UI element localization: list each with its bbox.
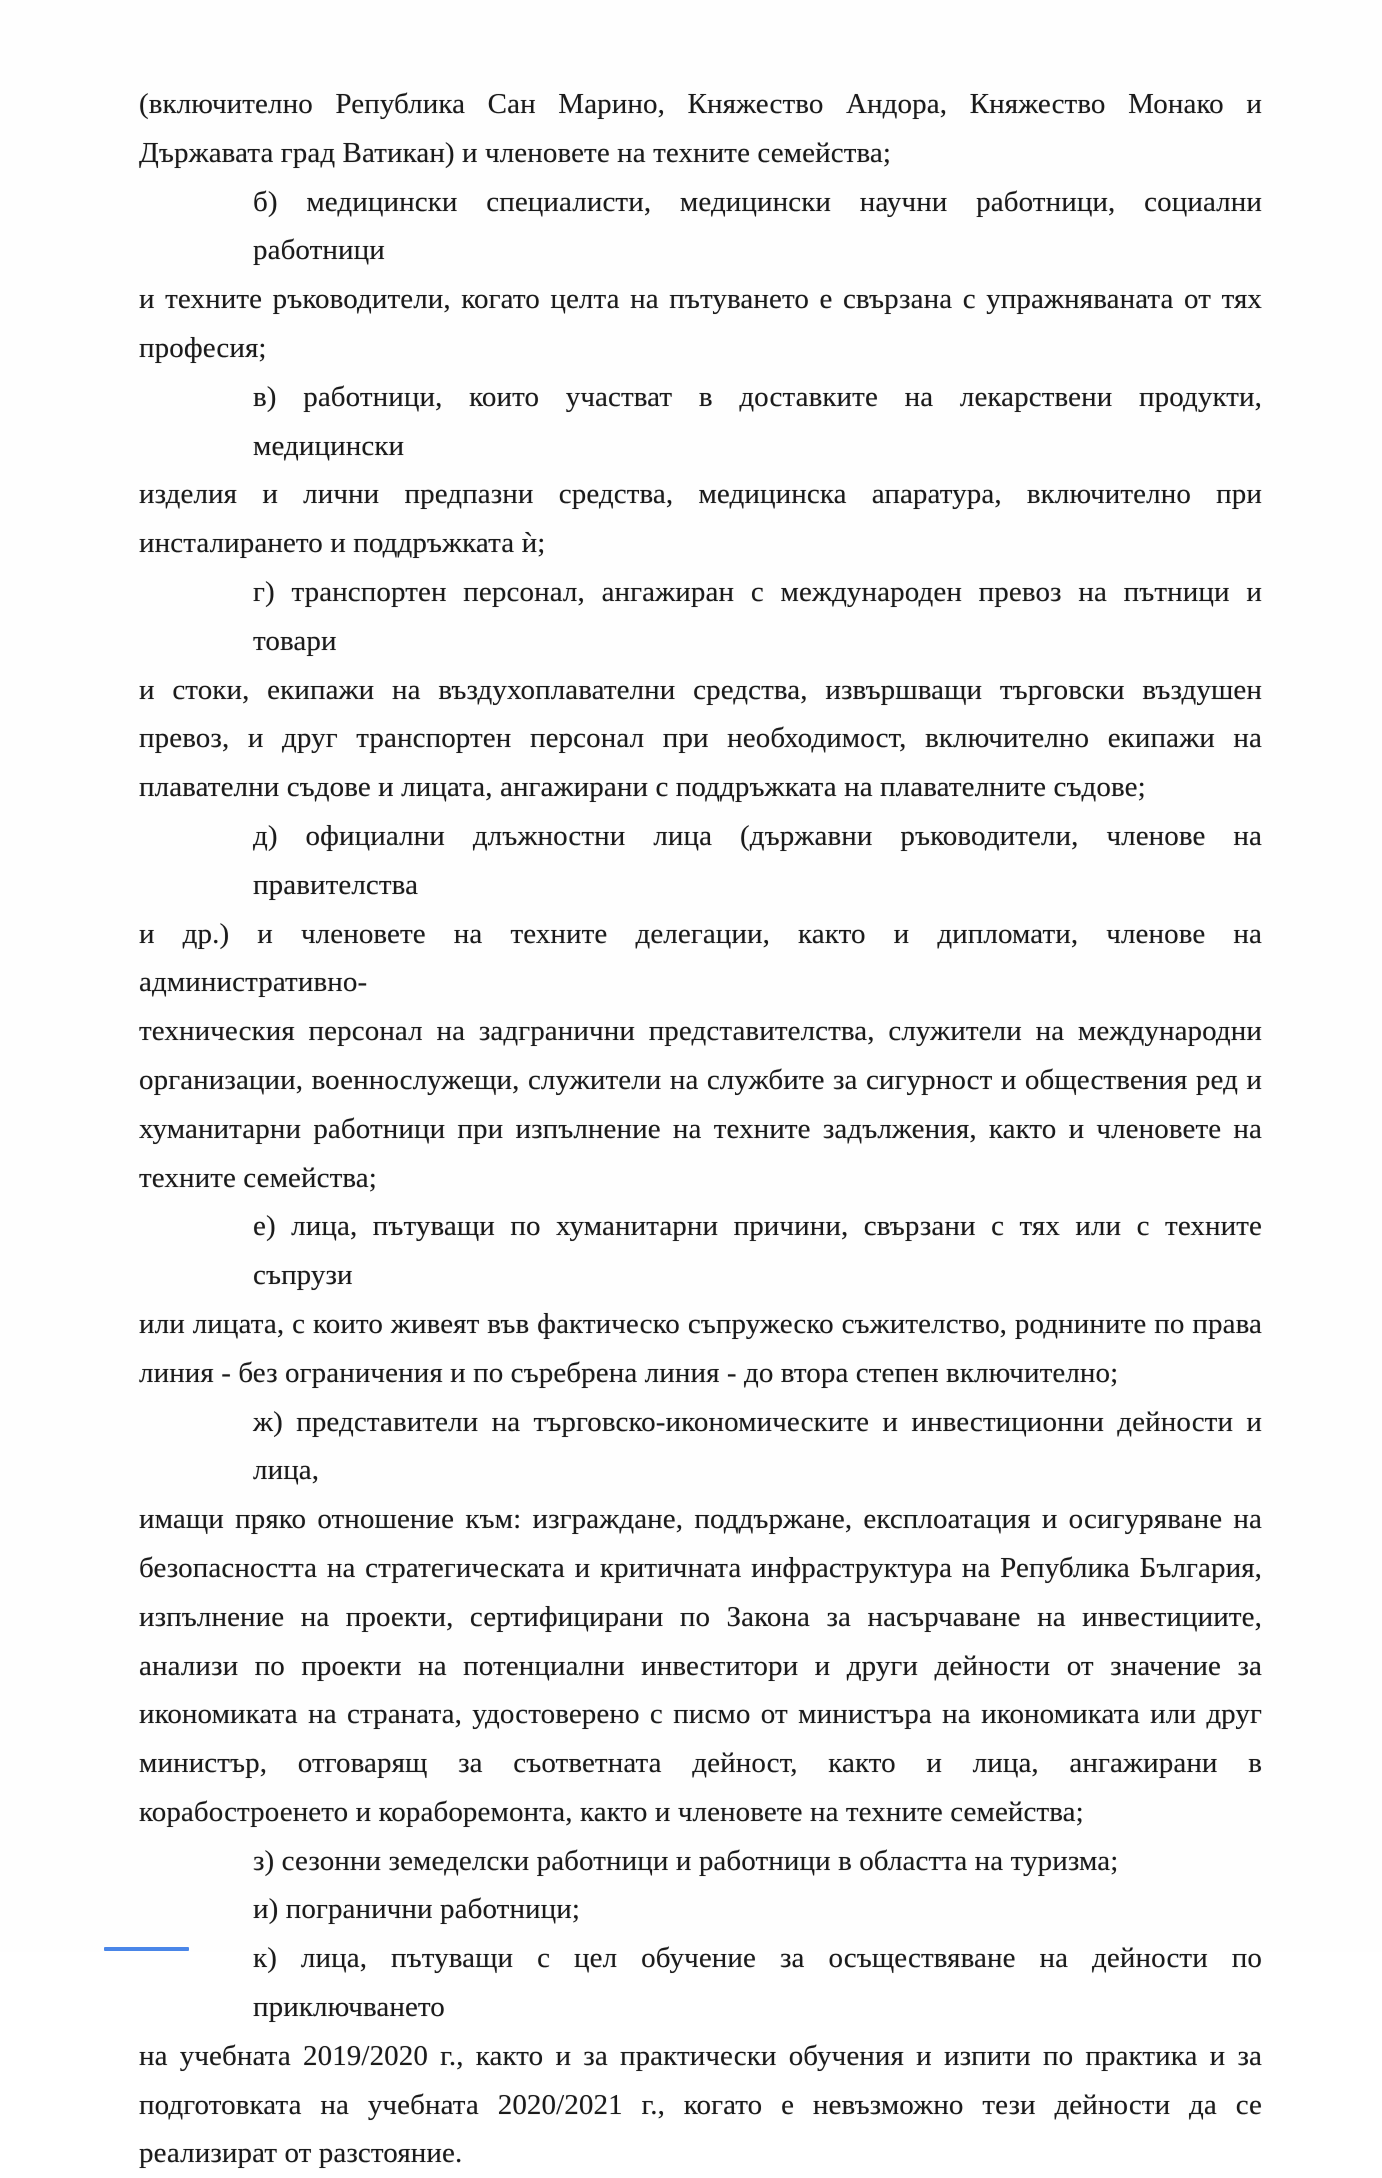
text-line: инсталирането и поддръжката ѝ;	[139, 527, 546, 560]
text-line: професия;	[139, 331, 267, 364]
text-line: и др.) и членовете на техните делегации, както и дипломати, членове на административно-	[139, 917, 1262, 999]
text-line: и) погранични работници;	[253, 1893, 581, 1926]
text-line: изделия и лични предпазни средства, медицинска апаратура, включително при	[139, 478, 1262, 511]
text-line: подготовката на учебната 2020/2021 г., когато е невъзможно тези дейности да се	[139, 2088, 1262, 2121]
text-line: Държавата град Ватикан) и членовете на техните семейства;	[139, 136, 892, 169]
text-line: и стоки, екипажи на въздухоплавателни средства, извършващи търговски въздушен	[139, 673, 1262, 706]
text-line: д) официални длъжностни лица (държавни ръководители, членове на правителства	[253, 819, 1262, 901]
paragraph-item-zh	[139, 1398, 1262, 1837]
text-line: организации, военнослужещи, служители на службите за сигурност и обществения ред и	[139, 1063, 1262, 1096]
text-line: министър, отговарящ за съответната дейност, както и лица, ангажирани в	[139, 1747, 1262, 1780]
text-line: к) лица, пътуващи с цел обучение за осъществяване на дейности по приключването	[253, 1942, 1262, 2024]
scan-artifact-line	[104, 1947, 189, 1951]
text-line: икономиката на страната, удостоверено с писмо от министъра на икономиката или друг	[139, 1698, 1262, 1731]
text-line: плавателни съдове и лицата, ангажирани с поддръжката на плавателните съдове;	[139, 771, 1146, 804]
text-line: техническия персонал на задгранични представителства, служители на международни	[139, 1015, 1262, 1048]
paragraph-continuation	[139, 80, 1262, 178]
text-line: и техните ръководители, когато целта на пътуването е свързана с упражняваната от тях	[139, 283, 1262, 316]
text-line: изпълнение на проекти, сертифицирани по Закона за насърчаване на инвестициите,	[139, 1600, 1262, 1633]
text-line: техните семейства;	[139, 1161, 377, 1194]
paragraph-item-g	[139, 568, 1262, 812]
text-line: на учебната 2019/2020 г., както и за практически обучения и изпити по практика и за	[139, 2039, 1262, 2072]
paragraph-item-z	[139, 1837, 1262, 1886]
text-line: корабостроенето и кораборемонта, както и членовете на техните семейства;	[139, 1795, 1084, 1828]
text-line: хуманитарни работници при изпълнение на техните задължения, както и членовете на	[139, 1112, 1262, 1145]
paragraph-item-k	[139, 1934, 1262, 2178]
text-line: безопасността на стратегическата и критичната инфраструктура на Република България,	[139, 1551, 1262, 1584]
paragraph-item-i	[139, 1885, 1262, 1934]
text-line: (включително Република Сан Марино, Княжество Андора, Княжество Монако и	[139, 88, 1262, 120]
text-line: е) лица, пътуващи по хуманитарни причини, свързани с тях или с техните съпрузи	[253, 1210, 1262, 1292]
text-line: имащи пряко отношение към: изграждане, поддържане, експлоатация и осигуряване на	[139, 1503, 1262, 1536]
text-line: анализи по проекти на потенциални инвеститори и други дейности от значение за	[139, 1649, 1262, 1682]
text-line: б) медицински специалисти, медицински научни работници, социални работници	[253, 185, 1262, 267]
paragraph-item-d	[139, 812, 1262, 1202]
paragraph-item-v	[139, 373, 1262, 568]
paragraph-item-e	[139, 1202, 1262, 1397]
text-line: или лицата, с които живеят във фактическо съпружеско съжителство, роднините по права	[139, 1307, 1262, 1340]
paragraph-item-b	[139, 178, 1262, 373]
text-line: г) транспортен персонал, ангажиран с международен превоз на пътници и товари	[253, 575, 1262, 657]
text-line: реализират от разстояние.	[139, 2137, 463, 2170]
text-line: превоз, и друг транспортен персонал при необходимост, включително екипажи на	[139, 722, 1262, 755]
text-line: в) работници, които участват в доставките на лекарствени продукти, медицински	[253, 380, 1262, 462]
text-line: ж) представители на търговско-икономическите и инвестиционни дейности и лица,	[253, 1405, 1262, 1487]
text-line: з) сезонни земеделски работници и работници в областта на туризма;	[253, 1844, 1119, 1877]
document-text	[139, 80, 1262, 2178]
text-line: линия - без ограничения и по съребрена линия - до втора степен включително;	[139, 1356, 1119, 1389]
